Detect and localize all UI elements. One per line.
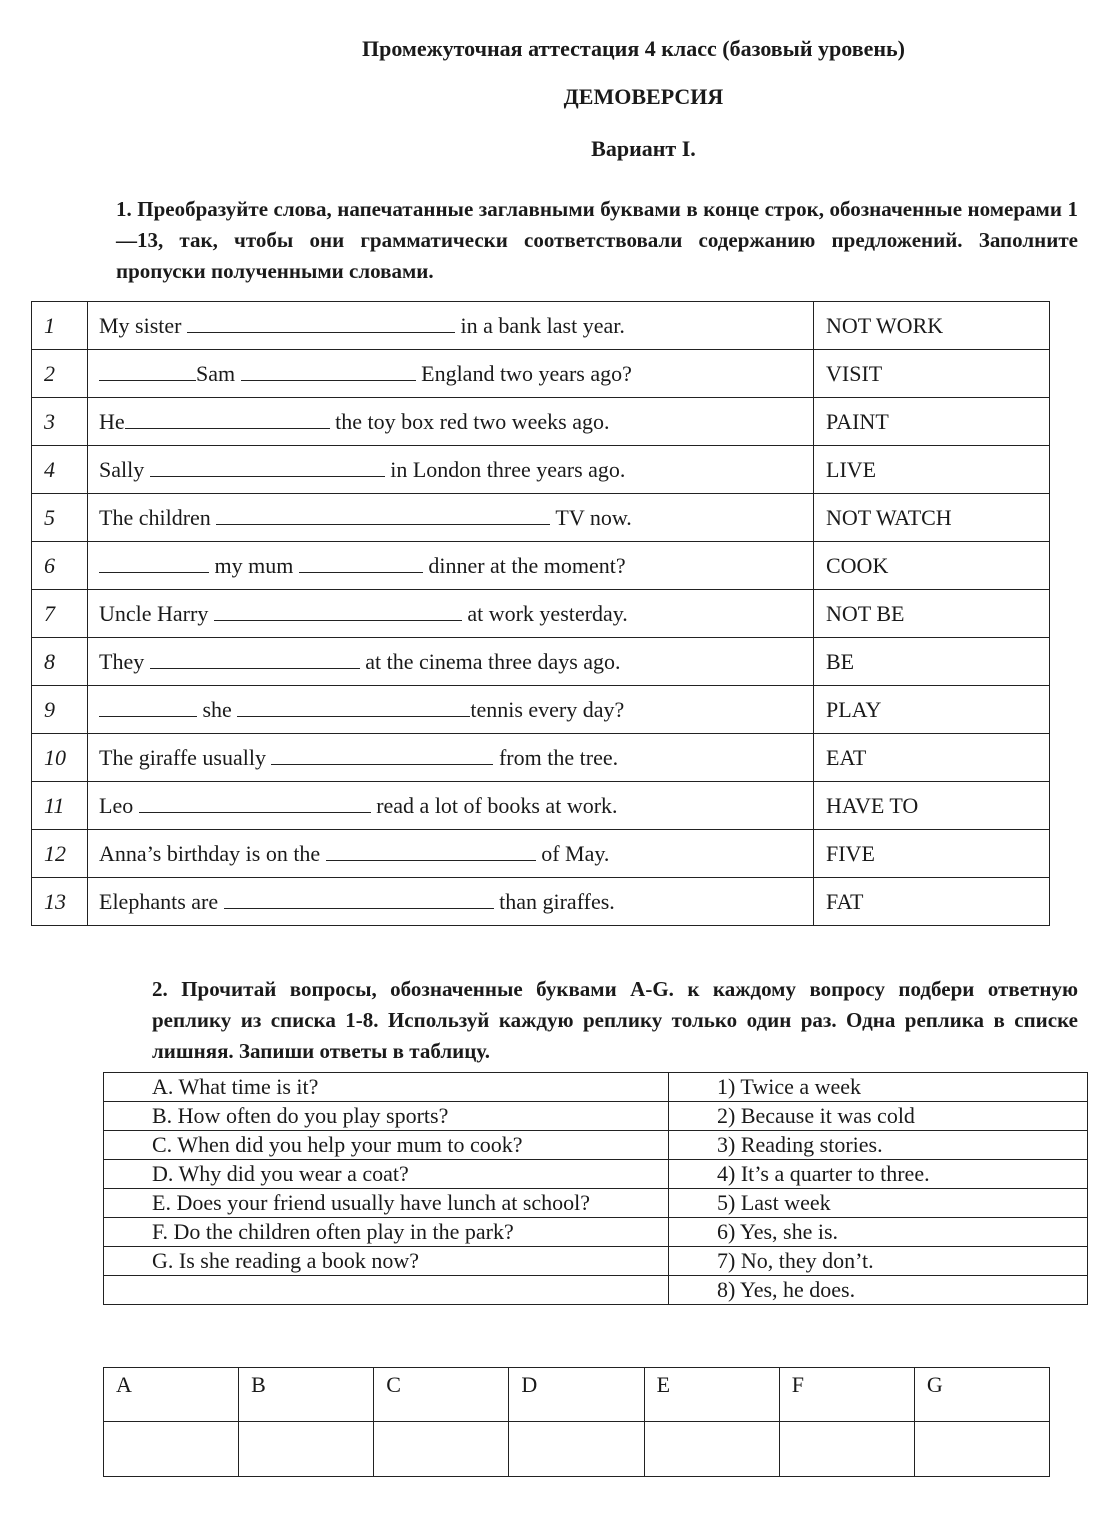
answer-input-cell[interactable] <box>914 1422 1049 1477</box>
base-word: EAT <box>814 734 1050 782</box>
sentence-cell <box>88 494 814 542</box>
sentence-cell <box>88 830 814 878</box>
task1-row <box>32 830 1050 878</box>
task2-row <box>104 1160 1088 1189</box>
answer-blank[interactable] <box>214 602 462 621</box>
sentence-part-2: dinner at the moment? <box>422 552 626 578</box>
row-number: 12 <box>32 830 88 878</box>
task1-row <box>32 686 1050 734</box>
answer-input-cell[interactable] <box>509 1422 644 1477</box>
sentence-part-1: my mum <box>209 552 299 578</box>
sentence-part-1: The children <box>99 504 217 530</box>
page-title: Промежуточная аттестация 4 класс (базовый уровень) <box>362 36 905 61</box>
answer-blank[interactable] <box>241 362 416 381</box>
question-cell: E. Does your friend usually have lunch at school? <box>104 1189 669 1218</box>
sentence-part-1: Uncle Harry <box>99 600 214 626</box>
sentence-cell <box>88 542 814 590</box>
task1-row <box>32 782 1050 830</box>
sentence-part-1: Leo <box>99 792 139 818</box>
reply-cell: 8) Yes, he does. <box>669 1276 1088 1305</box>
answer-blank[interactable] <box>125 410 330 429</box>
reply-cell: 7) No, they don’t. <box>669 1247 1088 1276</box>
answer-input-cell[interactable] <box>374 1422 509 1477</box>
sentence-part-2: tennis every day? <box>470 696 625 722</box>
task2-row <box>104 1247 1088 1276</box>
base-word: PAINT <box>814 398 1050 446</box>
sentence-part-1: They <box>99 648 150 674</box>
sentence-part-1: Sam <box>196 360 241 386</box>
task2-row <box>104 1131 1088 1160</box>
sentence-part-2: the toy box red two weeks ago. <box>329 408 610 434</box>
variant-label: Вариант I. <box>591 136 696 161</box>
sentence-part-1: Sally <box>99 456 150 482</box>
sentence-part-1: My sister <box>99 312 187 338</box>
answer-blank[interactable] <box>139 794 371 813</box>
base-word: HAVE TO <box>814 782 1050 830</box>
reply-cell: 6) Yes, she is. <box>669 1218 1088 1247</box>
sentence-part-1: Anna’s birthday is on the <box>99 840 326 866</box>
answer-letter: A <box>104 1368 239 1422</box>
sentence-part-2: TV now. <box>550 504 632 530</box>
base-word: BE <box>814 638 1050 686</box>
answer-letter: E <box>644 1368 779 1422</box>
answer-blank[interactable] <box>326 842 536 861</box>
answer-blank[interactable] <box>99 698 197 717</box>
answer-input-cell[interactable] <box>104 1422 239 1477</box>
task2-row <box>104 1073 1088 1102</box>
question-cell: C. When did you help your mum to cook? <box>104 1131 669 1160</box>
question-cell: F. Do the children often play in the park? <box>104 1218 669 1247</box>
answer-blank[interactable] <box>299 554 423 573</box>
answer-blank[interactable] <box>224 890 494 909</box>
row-number: 6 <box>32 542 88 590</box>
row-number: 11 <box>32 782 88 830</box>
sentence-part-2: of May. <box>535 840 610 866</box>
answer-blank[interactable] <box>99 362 196 381</box>
task2-row <box>104 1276 1088 1305</box>
question-cell: D. Why did you wear a coat? <box>104 1160 669 1189</box>
base-word: NOT WATCH <box>814 494 1050 542</box>
sentence-part-2: read a lot of books at work. <box>370 792 618 818</box>
answer-blank[interactable] <box>187 314 455 333</box>
answer-input-cell[interactable] <box>239 1422 374 1477</box>
sentence-cell <box>88 686 814 734</box>
task1-row <box>32 638 1050 686</box>
page-subtitle: ДЕМОВЕРСИЯ <box>563 84 724 109</box>
task1-row <box>32 542 1050 590</box>
reply-cell: 2) Because it was cold <box>669 1102 1088 1131</box>
sentence-part-2: in London three years ago. <box>384 456 626 482</box>
reply-cell: 1) Twice a week <box>669 1073 1088 1102</box>
row-number: 1 <box>32 302 88 350</box>
row-number: 4 <box>32 446 88 494</box>
sentence-part-1: The giraffe usually <box>99 744 272 770</box>
sentence-part-2: from the tree. <box>493 744 619 770</box>
answer-letter: D <box>509 1368 644 1422</box>
answer-grid <box>103 1367 1050 1477</box>
sentence-cell <box>88 878 814 926</box>
task1-row <box>32 350 1050 398</box>
task1-row <box>32 398 1050 446</box>
sentence-cell <box>88 398 814 446</box>
task2-instruction: 2. Прочитай вопросы, обозначенные буквами A-G. к каждому вопросу подбери ответную реплику из списка 1-8. Используй каждую реплику только один раз. Одна реплика в списке лишняя. Запиши ответы в таблицу. <box>152 977 1078 1063</box>
answer-blank[interactable] <box>237 698 470 717</box>
sentence-part-1: He <box>99 408 125 434</box>
sentence-cell <box>88 734 814 782</box>
row-number: 2 <box>32 350 88 398</box>
answer-blank[interactable] <box>150 650 360 669</box>
answer-letter: F <box>779 1368 914 1422</box>
row-number: 8 <box>32 638 88 686</box>
row-number: 7 <box>32 590 88 638</box>
sentence-part-2: in a bank last year. <box>455 312 625 338</box>
base-word: COOK <box>814 542 1050 590</box>
answer-letter: B <box>239 1368 374 1422</box>
task1-row <box>32 302 1050 350</box>
question-cell: A. What time is it? <box>104 1073 669 1102</box>
sentence-part-1: Elephants are <box>99 888 224 914</box>
sentence-part-2: than giraffes. <box>493 888 615 914</box>
sentence-cell <box>88 590 814 638</box>
reply-cell: 4) It’s a quarter to three. <box>669 1160 1088 1189</box>
answer-input-cell[interactable] <box>779 1422 914 1477</box>
row-number: 5 <box>32 494 88 542</box>
sentence-cell <box>88 782 814 830</box>
answer-blank[interactable] <box>150 458 385 477</box>
question-cell <box>104 1276 669 1305</box>
base-word: NOT WORK <box>814 302 1050 350</box>
base-word: FAT <box>814 878 1050 926</box>
answer-blank[interactable] <box>99 554 209 573</box>
task1-instruction: 1. Преобразуйте слова, напечатанные заглавными буквами в конце строк, обозначенные номерами 1—13, так, чтобы они грамматически соответствовали содержанию предложений. Заполните пропуски полученными словами. <box>116 197 1078 283</box>
answer-blank[interactable] <box>216 506 550 525</box>
base-word: FIVE <box>814 830 1050 878</box>
sentence-part-2: at work yesterday. <box>461 600 628 626</box>
base-word: NOT BE <box>814 590 1050 638</box>
answer-letter: G <box>914 1368 1049 1422</box>
task1-row <box>32 590 1050 638</box>
answer-input-cell[interactable] <box>644 1422 779 1477</box>
sentence-cell <box>88 302 814 350</box>
task1-row <box>32 494 1050 542</box>
task2-table <box>103 1072 1088 1305</box>
task1-row <box>32 446 1050 494</box>
row-number: 3 <box>32 398 88 446</box>
sentence-cell <box>88 638 814 686</box>
row-number: 9 <box>32 686 88 734</box>
task1-table <box>31 301 1050 926</box>
sentence-part-1: she <box>197 696 238 722</box>
task2-row <box>104 1102 1088 1131</box>
reply-cell: 3) Reading stories. <box>669 1131 1088 1160</box>
task2-row <box>104 1189 1088 1218</box>
answer-letter: C <box>374 1368 509 1422</box>
base-word: VISIT <box>814 350 1050 398</box>
sentence-part-2: England two years ago? <box>415 360 632 386</box>
question-cell: B. How often do you play sports? <box>104 1102 669 1131</box>
task1-row <box>32 878 1050 926</box>
sentence-cell <box>88 446 814 494</box>
reply-cell: 5) Last week <box>669 1189 1088 1218</box>
task2-row <box>104 1218 1088 1247</box>
answer-blank[interactable] <box>271 746 493 765</box>
row-number: 10 <box>32 734 88 782</box>
base-word: PLAY <box>814 686 1050 734</box>
question-cell: G. Is she reading a book now? <box>104 1247 669 1276</box>
base-word: LIVE <box>814 446 1050 494</box>
row-number: 13 <box>32 878 88 926</box>
sentence-cell <box>88 350 814 398</box>
sentence-part-2: at the cinema three days ago. <box>359 648 621 674</box>
task1-row <box>32 734 1050 782</box>
